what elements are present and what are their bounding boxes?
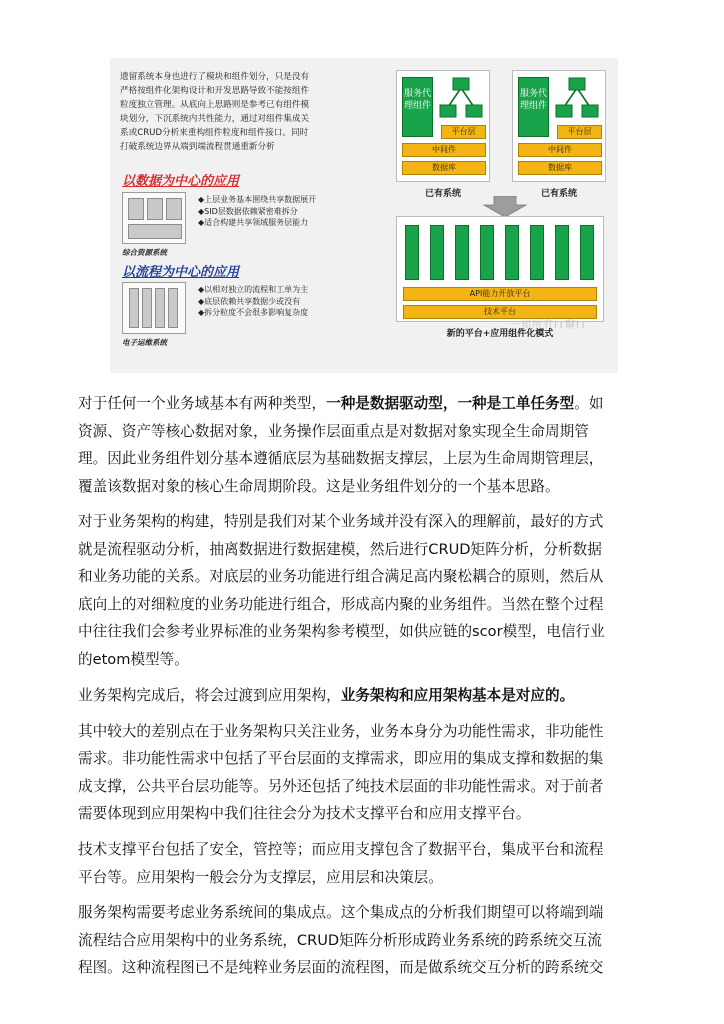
component-tree-icon (437, 75, 485, 125)
legacy-system-caption-1: 已有系统 (424, 189, 461, 199)
text-segment: 对于任何一个业务域基本有两种类型， (78, 395, 327, 412)
text-line (78, 836, 644, 864)
text-line (78, 800, 644, 828)
database-layer: 数据库 (402, 161, 486, 175)
paragraph (78, 718, 644, 828)
ops-system-caption: 电子运维系统 (122, 338, 167, 347)
text-line (78, 445, 644, 473)
data-centric-bullets (198, 194, 316, 229)
app-component-column (555, 225, 569, 280)
text-line (78, 473, 644, 501)
text-line (78, 682, 644, 710)
text-segment: 成支撑，公共平台层功能等。另外还包括了纯技术层面的非功能性需求。对于前者 (78, 777, 604, 795)
text-segment: 程图。这种流程图已不是纯粹业务层面的流程图，而是做系统交互分析的跨系统交 (78, 959, 604, 977)
text-line (78, 927, 644, 955)
paragraph (78, 390, 644, 500)
intro-line: 打破系统边界从端到端流程贯通重新分析 (120, 142, 275, 152)
resource-system-caption: 综合资源系统 (122, 248, 167, 257)
api-open-platform-layer: API能力开放平台 (403, 287, 597, 301)
article-body (78, 390, 644, 990)
text-segment: 流程结合应用架构中的业务系统，CRUD矩阵分析形成跨业务系统的跨系统交互流 (78, 931, 602, 949)
tech-platform-layer: 技术平台 (403, 305, 597, 319)
flow-centric-bullets (198, 284, 308, 319)
text-line (78, 591, 644, 619)
bullet-item: ◆底层依赖共享数据少或没有 (198, 296, 301, 306)
text-segment: 。如 (574, 395, 604, 412)
platform-layer: 平台层 (441, 125, 486, 139)
service-proxy-component: 服务代理组件 (518, 77, 549, 137)
intro-line: 块划分，下沉系统内共性能力，通过对组件集成关 (120, 114, 310, 124)
bullet-item: ◆上层业务基本围绕共享数据展开 (198, 195, 317, 204)
text-line (78, 864, 644, 892)
text-line (78, 390, 644, 418)
bullet-item: ◆以相对独立的流程和工单为主 (198, 285, 309, 294)
ops-system-diagram (122, 282, 186, 334)
text-segment: 技术支撑平台包括了安全，管控等；而应用支撑包含了数据平台，集成平台和流程 (78, 841, 604, 859)
app-component-column (430, 225, 444, 280)
middleware-layer: 中间件 (402, 143, 486, 157)
text-line (78, 899, 644, 927)
text-segment: 覆盖该数据对象的核心生命周期阶段。这是业务组件划分的一个基本思路。 (78, 477, 560, 495)
bullet-item: ◆适合构建共享领域服务层能力 (198, 218, 309, 227)
text-segment: 其中较大的差别点在于业务架构只关注业务，业务本身分为功能性需求，非功能性 (78, 722, 604, 740)
app-component-column (580, 225, 594, 280)
watermark: 一知所有IT聊IT (510, 320, 588, 331)
text-segment: 资源、资产等核心数据对象，业务操作层面重点是对数据对象实现全生命周期管 (78, 422, 589, 440)
bold-text: 一种是数据驱动型，一种是工单任务型 (326, 395, 575, 412)
text-segment: 和业务功能的关系。对底层的业务功能进行组合满足高内聚松耦合的原则，然后从 (78, 568, 604, 586)
component-tree-icon (553, 75, 601, 125)
text-segment: 理。因此业务组件划分基本遵循底层为基础数据支撑层，上层为生命周期管理层， (78, 450, 604, 467)
down-arrow-icon (482, 196, 528, 218)
text-segment: 业务架构完成后，将会过渡到应用架构， (78, 686, 341, 704)
new-platform-box (396, 216, 604, 322)
text-segment: 中往往我们会参考业界标准的业务架构参考模型，如供应链的scor模型，电信行业 (78, 623, 605, 641)
app-component-column (455, 225, 469, 280)
app-component-column (480, 225, 494, 280)
intro-line: 严格按组件化架构设计和开发思路导致不能按组件 (120, 86, 310, 96)
app-component-column (530, 225, 544, 280)
service-proxy-component: 服务代理组件 (402, 77, 433, 137)
text-line (78, 745, 644, 773)
text-segment: 服务架构需要考虑业务系统间的集成点。这个集成点的分析我们期望可以将端到端 (78, 904, 604, 922)
intro-line: 遗留系统本身也进行了模块和组件划分，只是没有 (120, 72, 310, 82)
database-layer: 数据库 (518, 161, 602, 175)
paragraph (78, 508, 644, 673)
text-segment: 就是流程驱动分析，抽离数据进行数据建模，然后进行CRUD矩阵分析，分析数据 (78, 540, 602, 558)
bullet-item: ◆拆分粒度不会很多影响复杂度 (198, 308, 309, 317)
text-line (78, 563, 644, 591)
text-segment: 平台等。应用架构一般会分为支撑层，应用层和决策层。 (78, 868, 443, 886)
text-segment: 需求。非功能性需求中包括了平台层面的支撑需求，即应用的集成支撑和数据的集 (78, 750, 604, 768)
intro-line: 粒度独立管理。从底向上思路则是参考已有组件模 (120, 100, 310, 110)
middleware-layer: 中间件 (518, 143, 602, 157)
platform-layer: 平台层 (557, 125, 602, 139)
figure-intro-text (120, 70, 360, 154)
new-platform-caption: 新的平台+应用组件化模式 (446, 329, 554, 339)
text-segment: 底向上的对细粒度的业务功能进行组合，形成高内聚的业务组件。当然在整个过程 (78, 595, 604, 613)
text-line (78, 536, 644, 564)
data-centric-title: 以数据为中心的应用 (122, 174, 240, 189)
text-line (78, 954, 644, 982)
legacy-system-caption-2: 已有系统 (540, 189, 577, 199)
app-component-column (405, 225, 419, 280)
text-segment: 的etom模型等。 (78, 650, 189, 668)
text-segment: 需要体现到应用架构中我们往往会分为技术支撑平台和应用支撑平台。 (78, 805, 531, 823)
text-line (78, 773, 644, 801)
architecture-figure (110, 58, 618, 373)
text-line (78, 508, 644, 536)
bold-text: 业务架构和应用架构基本是对应的。 (340, 686, 575, 704)
paragraph (78, 682, 644, 710)
paragraph (78, 899, 644, 982)
text-line (78, 646, 644, 674)
legacy-system-box-2 (512, 70, 606, 182)
text-line (78, 618, 644, 646)
text-line (78, 418, 644, 446)
intro-line: 系或CRUD分析来重构组件粒度和组件接口。同时 (120, 128, 309, 138)
resource-system-diagram (122, 192, 186, 244)
flow-centric-title: 以流程为中心的应用 (122, 265, 240, 280)
text-segment: 对于业务架构的构建，特别是我们对某个业务域并没有深入的理解前，最好的方式 (78, 513, 604, 531)
bullet-item: ◆SID层数据依赖紧密难拆分 (198, 206, 298, 216)
text-line (78, 718, 644, 746)
paragraph (78, 836, 644, 891)
app-component-column (505, 225, 519, 280)
legacy-system-box-1 (396, 70, 490, 182)
